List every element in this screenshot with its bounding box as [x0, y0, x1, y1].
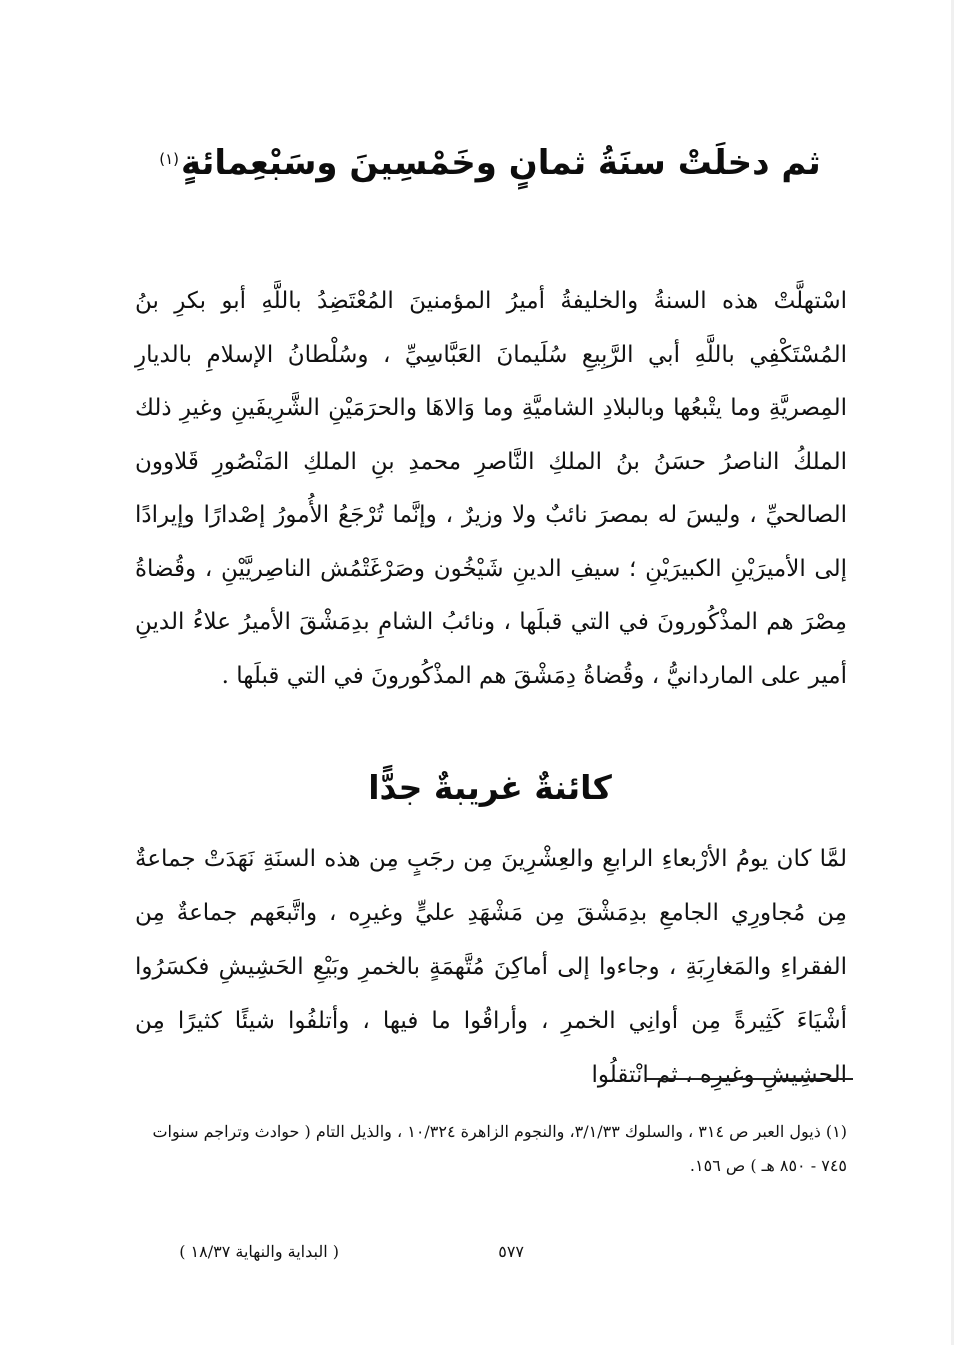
footnote-reference: (١): [159, 150, 179, 168]
chapter-heading-text: ثم دخلَتْ سنَةُ ثمانٍ وخَمْسِينَ وسَبْعِمائةٍ: [180, 143, 821, 183]
opening-paragraph: اسْتهلَّتْ هذه السنةُ والخليفةُ أميرُ المؤمنينَ المُعْتَضِدُ باللَّهِ أبو بكرِ بنُ المُسْتَكْفِي باللَّهِ أبي الرَّبِيعِ سُلَيمانَ العَبَّاسِيِّ ، وسُلْطانُ الإسلامِ بالديارِ المِصريَّةِ وما يتْبعُها وبالبلادِ الشاميَّةِ وما وَالاهَا والحرَمَيْنِ الشَّرِيفَينِ وغيرِ ذلك الملكُ الناصرُ حسَنُ بنُ الملكِ النَّاصرِ محمدِ بنِ الملكِ المَنْصُورِ قَلاوون الصالحيِّ ، وليسَ له بمصرَ نائبٌ ولا وزيرٌ ، وإنَّما تُرْجَعُ الأُمورُ إصْدارًا وإيرادًا إلى الأميرَيْنِ الكبيرَيْنِ ؛ سيفِ الدينِ شَيْخُون وصَرْغَتْمُش الناصِريَّيْنِ ، وقُضاةُ مِصْرَ هم المذْكُورونَ في التي قبلَها ، ونائبُ الشامِ بدِمَشْقَ الأميرُ علاءُ الدينِ أمير على الماردانيُّ ، وقُضاةُ دِمَشْقَ هم المذْكُورونَ في التي قبلَها .: [135, 288, 847, 689]
footer-source-reference: ( البداية والنهاية ١٨/٣٧ ): [179, 1242, 339, 1261]
section-paragraph: لمَّا كان يومُ الأرْبعاءِ الرابعِ والعِشْرِينَ مِن رجَبٍ مِن هذه السنَةِ نَهَدَتْ جماعةٌ مِن مُجاورِي الجامعِ بدِمَشْقَ مِن مَشْهَدِ عليٍّ وغيرِه ، واتَّبعَهم جماعةٌ مِن الفقراءِ والمَغارِبَةِ ، وجاءوا إلى أماكِنَ مُتَّهمَةٍ بالخمرِ وبَيْعِ الحَشِيشِ فكسَرُوا أشْيَاءَ كَثِيرةً مِن أوانِي الخمرِ ، وأراقُوا ما فيها ، وأتلفُوا شيئًا كثيرًا مِن الحشِيشِ وغيرِه ، ثم انْتقلُوا: [135, 846, 847, 1088]
chapter-heading: [135, 138, 845, 188]
page-number: ٥٧٧: [498, 1242, 524, 1261]
section-heading: كائنةٌ غريبةٌ جدًّا: [368, 768, 612, 807]
footnote-divider: [645, 1078, 853, 1080]
footnote-text: (١) ذيول العبر ص ٣١٤ ، والسلوك ٣/١/٣٣، والنجوم الزاهرة ١٠/٣٢٤ ، والذيل التام ( حوادث وتراجم سنوات ٧٤٥ - ٨٥٠ هـ ) ص ١٥٦.: [152, 1122, 847, 1175]
